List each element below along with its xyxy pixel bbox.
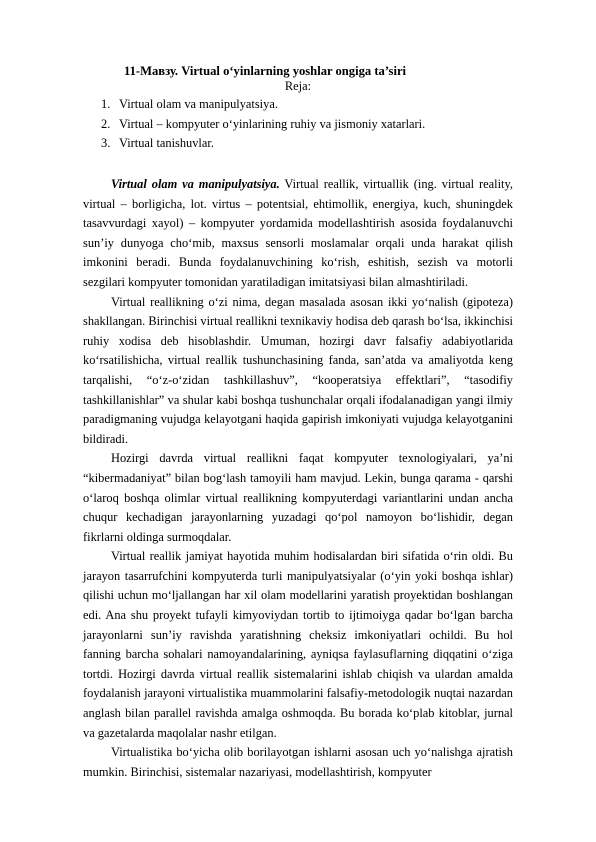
paragraph: Virtual reallikning o‘zi nima, degan masalada asosan ikki yo‘nalish (gipoteza) shakllangan. Birinchisi virtual reallikni texnikaviy hodisa deb qarash bo‘lsa, ikkinchisi ruhiy xodisa deb hisoblashdir. Umuman, hozirgi davr falsafiy adabiyotlarida ko‘rsatilishicha, virtual reallik tushunchasining fanda, san’atda va amaliyotda keng tarqalishi, “o‘z-o‘zidan tashkillashuv”, “kooperatsiya effektlari”, “tasodifiy tashkillanishlar” va shular kabi boshqa tushunchalar orqali ifodalanadigan yangi ilmiy paradigmaning vujudga kelayotgani haqida gapirish imkoniyati vujudga kelayotganini bildiradi.: [83, 294, 513, 446]
paragraph-text: Virtual reallik, virtuallik (ing. virtual reality, virtual – borligicha, lot. virtus – potentsial, ehtimollik, energiya, kuch, shuningdek tasavvurdagi xayol) – kompyuter yordamida modellashtirish asosida foydalanuvchi sun’iy dunyoga cho‘mib, maxsus sensorli moslamalar orqali unda harakat qilish imkonini beradi. Bunda foydalanuvchining ko‘rish, eshitish, sezish va motorli sezgilari kompyuter tomonidan yaratiladigan imitatsiyasi bilan almashtiriladi.: [83, 177, 513, 289]
list-number: 2.: [101, 116, 111, 131]
plan-list: [101, 95, 425, 154]
list-item-text: Virtual olam va manipulyatsiya.: [119, 97, 278, 111]
paragraph: [83, 175, 513, 293]
paragraph: Virtualistika bo‘yicha olib borilayotgan ishlarni asosan uch yo‘nalishga ajratish mumkin. Birinchisi, sistemalar nazariyasi, modellashtirish, kompyuter: [83, 745, 513, 779]
list-item: [101, 134, 425, 154]
document-body: [83, 175, 513, 782]
list-item-text: Virtual tanishuvlar.: [119, 136, 214, 151]
list-item: [101, 115, 425, 135]
list-number: 3.: [101, 136, 111, 151]
plan-heading: Reja:: [284, 79, 312, 93]
paragraph: Hozirgi davrda virtual reallikni faqat kompyuter texnologiyalari, ya’ni “kibermadaniyat” bilan bog‘lash tamoyili ham mavjud. Lekin, bunga qarama - qarshi o‘laroq boshqa olimlar virtual reallikning kompyuterdagi variantlarini undan ancha chuqur kechadigan jarayonlarning yuzadagi qo‘pol namoyon bo‘lishidir, degan fikrlarni oldinga surmoqdalar.: [83, 451, 513, 544]
list-item-text: Virtual – kompyuter o‘yinlarining ruhiy va jismoniy xatarlari.: [119, 116, 426, 131]
page-title: 11-Мавзу. Virtual o‘yinlarning yoshlar ongiga ta’siri: [124, 64, 407, 78]
paragraph: Virtual reallik jamiyat hayotida muhim hodisalardan biri sifatida o‘rin oldi. Bu jarayon tasarrufchini kompyuterda turli manipulyatsiyalar (o‘yin yoki boshqa ishlar) qilishi uchun mo‘ljallangan har xil olam modellarini yaratish proyektidan boshlangan edi. Ana shu proyekt tufayli kimyoviydan tortib to ijtimoiyga qadar bo‘lgan barcha jarayonlarni sun’iy ravishda yaratishning cheksiz imkoniyatlari ochildi. Bu hol fanning barcha sohalari namoyandalarining, ayniqsa faylasuflarning diqqatini o‘ziga tortdi. Hozirgi davrda virtual reallik sistemalarini ishlab chiqish va ulardan amalda foydalanish jarayoni virtualistika muammolarini falsafiy-metodologik nuqtai nazardan anglash bilan parallel ravishda amalga oshmoqda. Bu borada ko‘plab kitoblar, jurnal va gazetalarda maqolalar nashr etilgan.: [83, 549, 513, 740]
list-number: 1.: [101, 97, 111, 111]
list-item: [101, 95, 425, 115]
section-lead: Virtual olam va manipulyatsiya.: [111, 177, 280, 191]
